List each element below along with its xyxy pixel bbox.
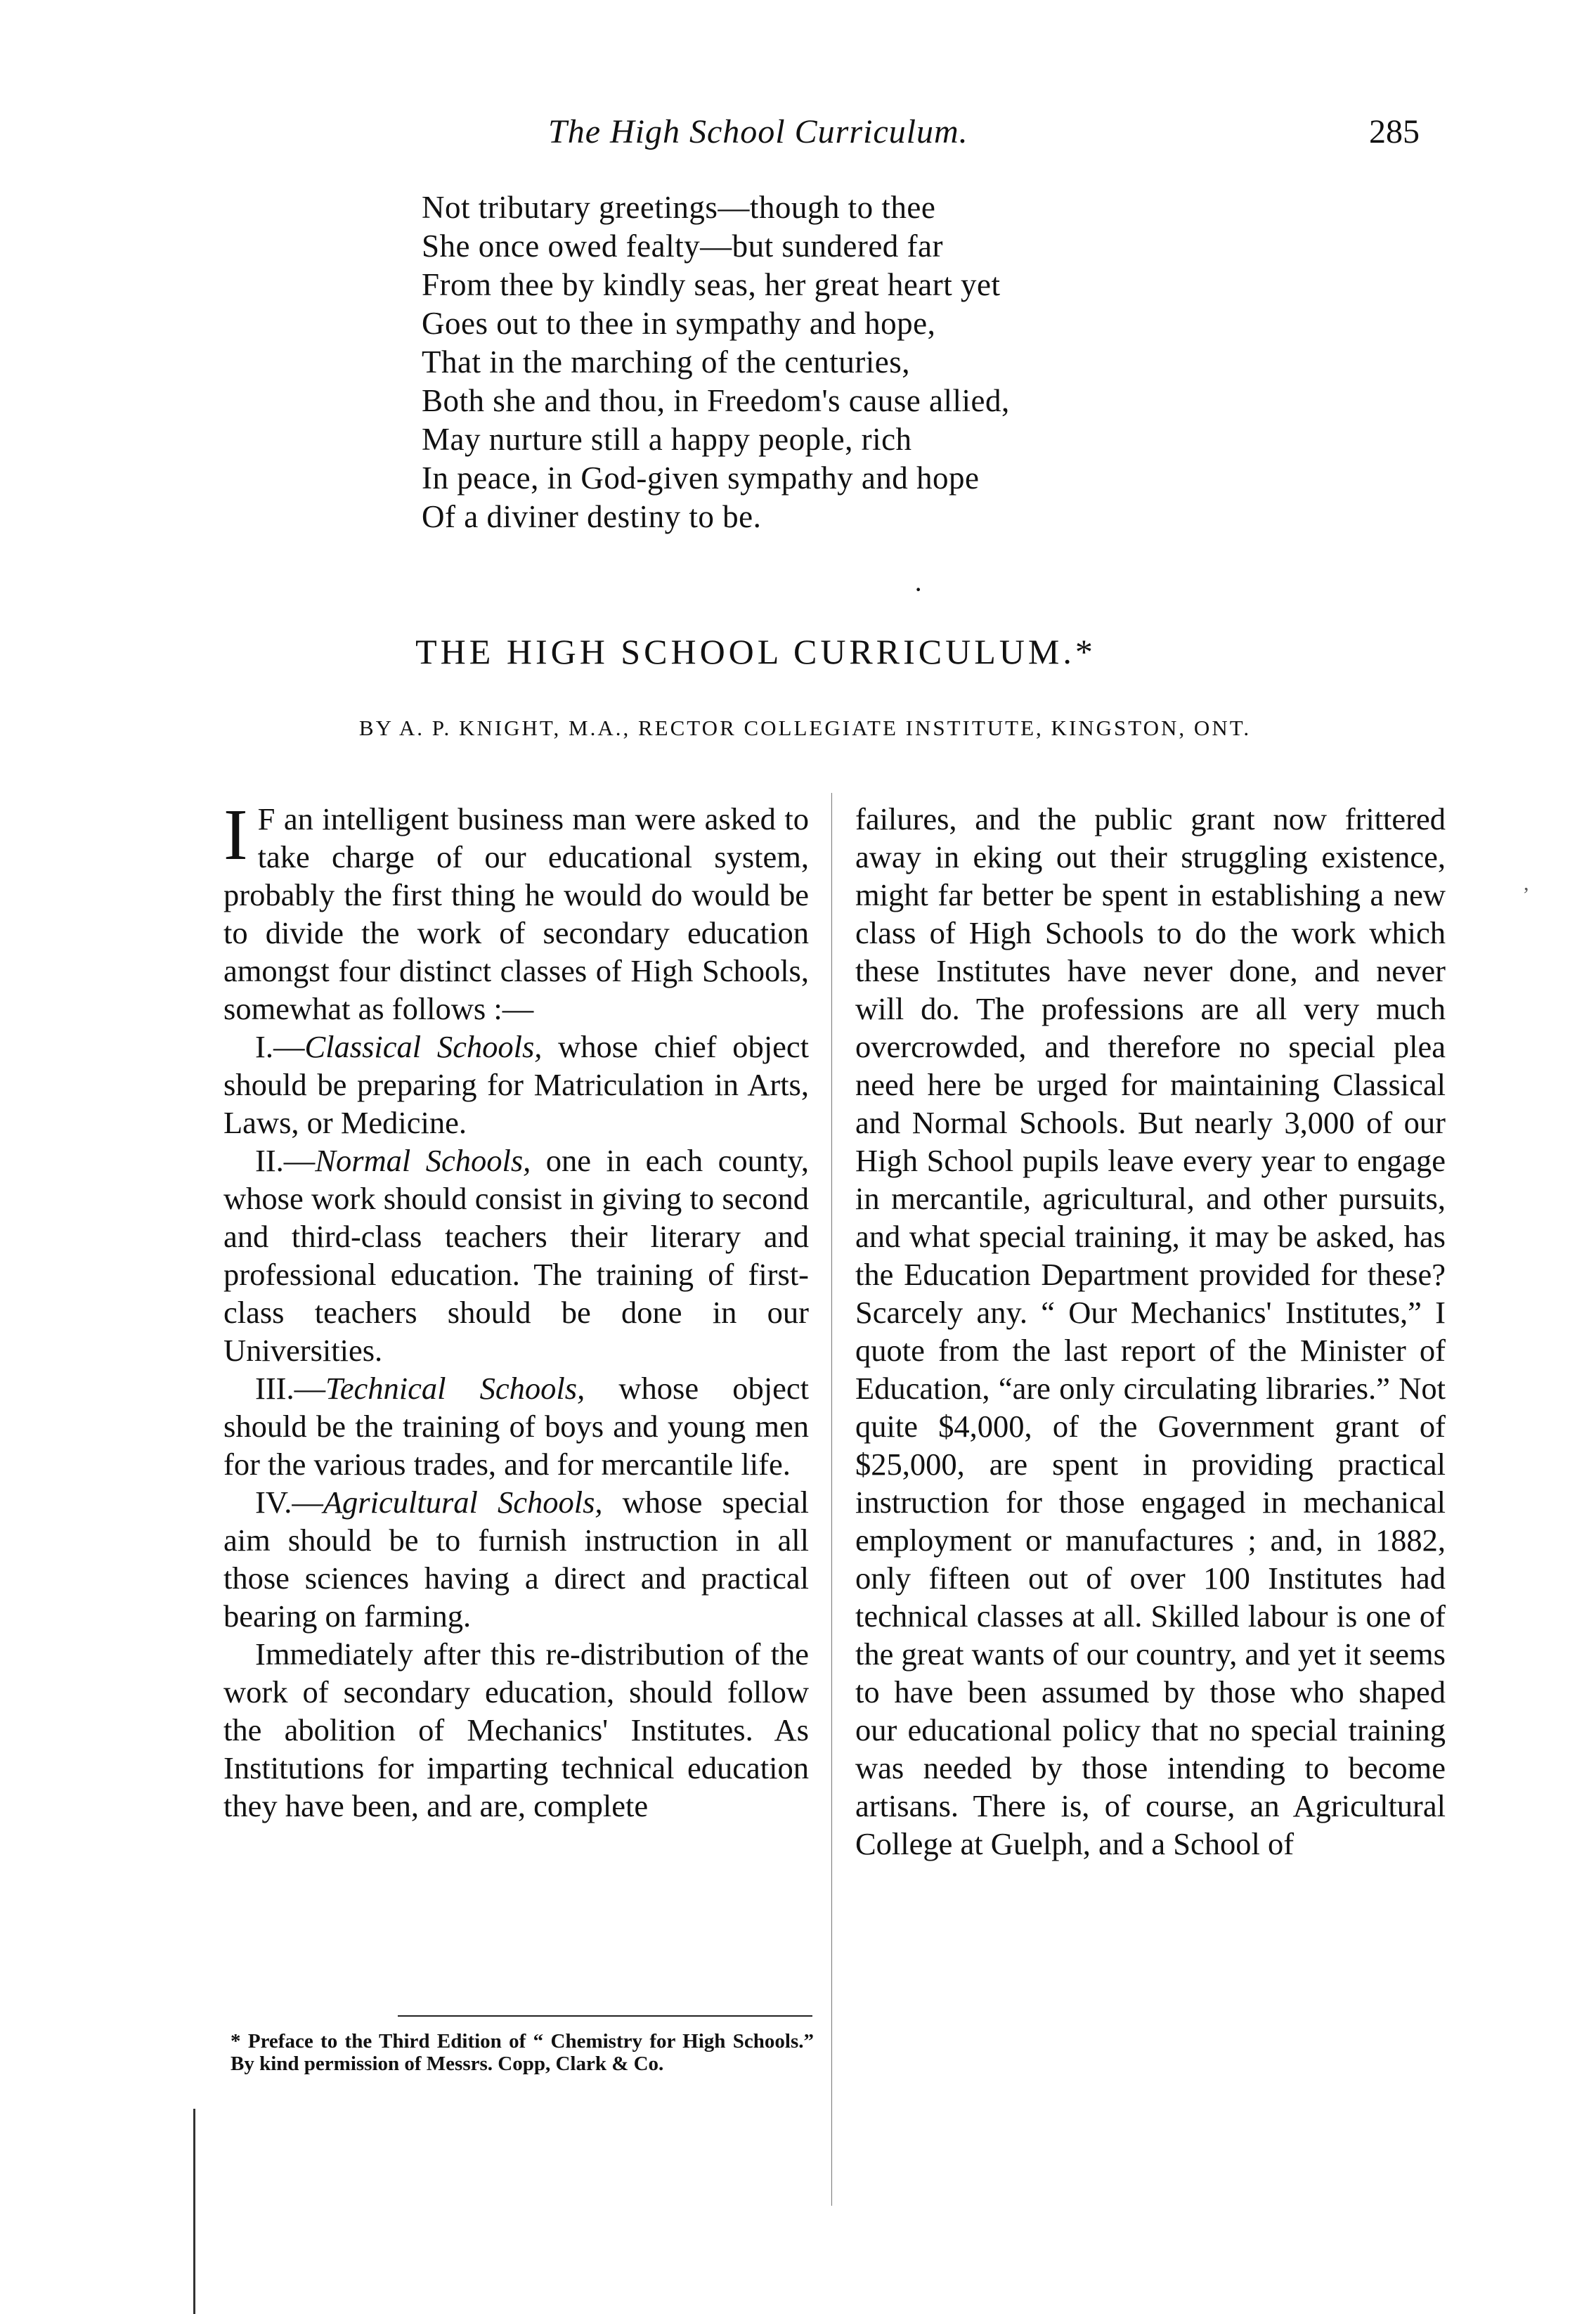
list-item xyxy=(223,1369,809,1483)
footnote-rule xyxy=(398,2015,812,2017)
closing-paragraph: Immediately after this re-distribution of the work of secondary education, should follow the abolition of Mechanics' Institutes. As Institutions for imparting technical education they have been, and are, complete xyxy=(223,1636,809,1823)
intro-text: F an intelligent business man were asked to take charge of our educational system, probably the first thing he would do would be to divide the work of secondary education amongst four distinct classes of High Schools, somewhat as follows :— xyxy=(223,801,809,1026)
item-text: whose special aim should be to furnish instruction in all those sciences having a direct and practical bearing on farming. xyxy=(223,1485,809,1634)
poem-line: Not tributary greetings—though to thee xyxy=(422,190,936,225)
article-title: THE HIGH SCHOOL CURRICULUM.* xyxy=(415,632,1096,671)
intro-paragraph xyxy=(223,794,809,1028)
drop-cap: I xyxy=(223,794,248,875)
item-number: IV.— xyxy=(255,1485,323,1520)
poem-line: In peace, in God-given sympathy and hope xyxy=(422,460,980,496)
right-column xyxy=(855,800,1446,1863)
item-name: Agricultural Schools, xyxy=(323,1485,603,1520)
list-item xyxy=(223,1142,809,1369)
left-column xyxy=(223,794,810,1825)
item-number: II.— xyxy=(255,1143,316,1178)
poem-line: May nurture still a happy people, rich xyxy=(422,422,912,457)
item-name: Classical Schools, xyxy=(304,1029,543,1064)
item-text: whose chief object should be preparing for Matriculation in Arts, Laws, or Medicine. xyxy=(223,1029,810,1140)
running-head xyxy=(0,112,1596,169)
list-item xyxy=(223,1028,809,1142)
binding-edge-line xyxy=(193,2109,195,2314)
item-name: Normal Schools, xyxy=(315,1143,531,1178)
poem-line: From thee by kindly seas, her great heart yet xyxy=(422,267,1001,302)
byline: BY A. P. KNIGHT, M.A., RECTOR COLLEGIATE INSTITUTE, KINGSTON, ONT. xyxy=(358,716,1252,740)
poem xyxy=(422,188,1230,536)
poem-line: Goes out to thee in sympathy and hope, xyxy=(422,306,936,341)
column-divider xyxy=(831,793,832,2206)
poem-line: Of a diviner destiny to be. xyxy=(422,499,762,534)
item-number: III.— xyxy=(255,1371,326,1406)
poem-line: That in the marching of the centuries, xyxy=(422,344,911,380)
running-title: The High School Curriculum. xyxy=(548,113,968,150)
poem-line: She once owed fealty—but sundered far xyxy=(422,228,943,264)
list-item xyxy=(223,1483,809,1635)
poem-line: Both she and thou, in Freedom's cause allied, xyxy=(422,383,1010,418)
item-text: one in each county, whose work should consist in giving to second and third-class teachers their literary and professional education. The training of first-class teachers should be done in our Universities. xyxy=(223,1143,809,1368)
item-name: Technical Schools, xyxy=(325,1371,585,1406)
item-number: I.— xyxy=(255,1029,305,1064)
section-mark: · xyxy=(914,574,923,605)
edge-tick: , xyxy=(1524,872,1529,895)
footnote: * Preface to the Third Edition of “ Chemistry for High Schools.” By kind permission of Messrs. Copp, Clark & Co. xyxy=(231,2030,814,2075)
right-column-text: failures, and the public grant now frittered away in eking out their struggling existence, might far better be spent in establishing a new class of High Schools to do the work which these Institutes have never done, and never will do. The professions are all very much overcrowded, and therefore no special plea need here be urged for maintaining Classical and Normal Schools. But nearly 3,000 of our High School pupils leave every year to engage in mercantile, agricultural, and other pursuits, and what special training, it may be asked, has the Education Department provided for these? Scarcely any. “ Our Mechanics' Institutes,” I quote from the last report of the Minister of Education, “are only circulating libraries.” Not quite $4,000, of the Government grant of $25,000, are spent in providing practical instruction for those engaged in mechanical employment or manufactures ; and, in 1882, only fifteen out of over 100 Institutes had technical classes at all. Skilled labour is one of the great wants of our country, and yet it seems to have been assumed by those who shaped our educational policy that no special training was needed by those intending to become artisans. There is, of course, an Agricultural College at Guelph, and a School of xyxy=(855,801,1446,1861)
item-text: whose object should be the training of boys and young men for the various trades, and for mercantile life. xyxy=(223,1371,809,1482)
page-number: 285 xyxy=(1369,113,1420,150)
